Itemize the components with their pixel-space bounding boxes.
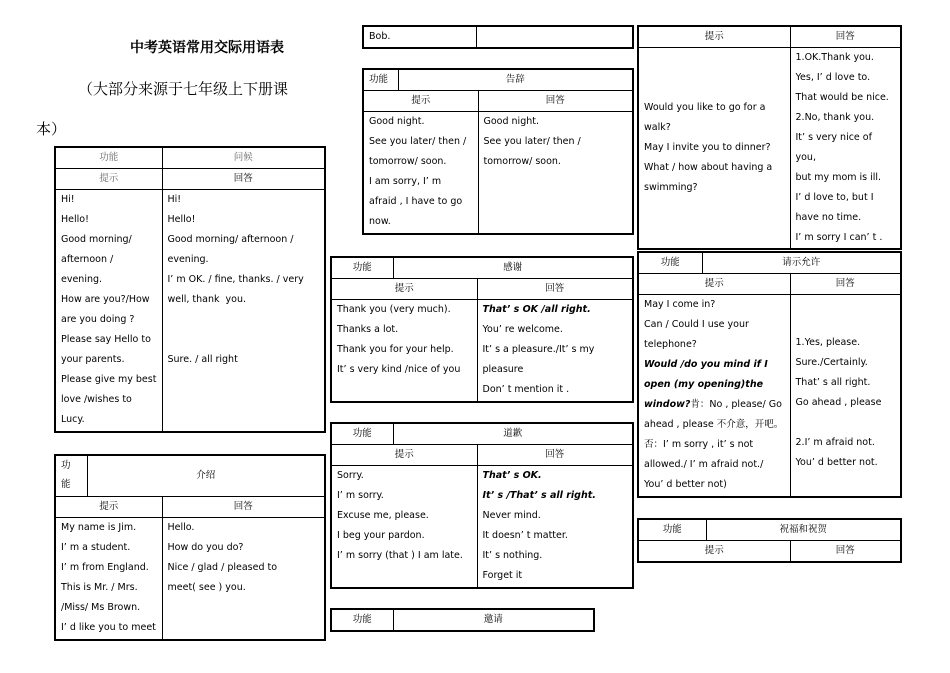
text-line: Thank you (very much). bbox=[337, 304, 451, 315]
text-line: swimming? bbox=[644, 182, 698, 193]
function-name: 请示允许 bbox=[702, 252, 901, 274]
text-line: afternoon / bbox=[61, 254, 114, 265]
text-line: Sure. / all right bbox=[167, 354, 238, 365]
page-subtitle-line-2: 本） bbox=[36, 120, 67, 138]
text-line: I’ m sorry (that ) I am late. bbox=[337, 550, 463, 561]
answer-cell bbox=[478, 112, 633, 234]
hint-cell bbox=[55, 518, 162, 640]
text-line: My name is Jim. bbox=[61, 522, 137, 533]
hint-cell bbox=[638, 48, 790, 250]
hint-header: 提示 bbox=[331, 445, 477, 466]
text-line: Good night. bbox=[483, 116, 539, 127]
text-line: See you later/ then / bbox=[369, 136, 467, 147]
text-line: but my mom is ill. bbox=[795, 172, 882, 183]
text-line: 2.No, thank you. bbox=[795, 112, 875, 123]
text-line: Never mind. bbox=[482, 510, 541, 521]
text-line: telephone? bbox=[644, 339, 697, 350]
function-label: 功能 bbox=[638, 252, 702, 274]
text-line: Thanks a lot. bbox=[337, 324, 399, 335]
answer-cell: That’ s OK. It’ s /That’ s all right. Never mind. It doesn’ t matter. It’ s nothing. Forget it bbox=[477, 466, 633, 588]
text-line bbox=[168, 310, 320, 330]
text-line: your parents. bbox=[61, 354, 125, 365]
greeting-table bbox=[54, 146, 326, 433]
text-line: May I come in? bbox=[644, 299, 716, 310]
text-line: Forget it bbox=[482, 570, 523, 581]
answer-header: 回答 bbox=[790, 26, 901, 48]
text-line: 1.OK.Thank you. bbox=[795, 52, 874, 63]
text-line: How are you?/How bbox=[61, 294, 150, 305]
function-label: 功能 bbox=[331, 423, 393, 445]
hint-header: 提示 bbox=[638, 541, 790, 563]
text-line: What / how about having a bbox=[644, 162, 773, 173]
apology-table bbox=[330, 422, 634, 589]
text-line: Sure./Certainly. bbox=[795, 357, 868, 368]
text-line: This is Mr. / Mrs. bbox=[61, 582, 138, 593]
text-line: I’ d like you to meet bbox=[61, 622, 156, 633]
function-label: 功能 bbox=[363, 69, 398, 91]
text-line: I’ m from England. bbox=[61, 562, 149, 573]
answer-cell bbox=[162, 518, 325, 640]
text-line: Good night. bbox=[369, 116, 425, 127]
hint-header: 提示 bbox=[55, 497, 162, 518]
hint-header: 提示 bbox=[55, 169, 162, 190]
text-line: Don’ t mention it . bbox=[482, 384, 570, 395]
text-line: Would you like to go for a bbox=[644, 102, 766, 113]
invitation-table bbox=[637, 25, 902, 250]
text-line: Hello! bbox=[167, 214, 196, 225]
answer-header: 回答 bbox=[790, 541, 901, 563]
text-line: walk? bbox=[644, 122, 671, 133]
text-line: It’ s a pleasure./It’ s my bbox=[482, 344, 595, 355]
function-label: 功能 bbox=[331, 609, 393, 631]
farewell-table bbox=[362, 68, 634, 235]
text-line: Hello! bbox=[61, 214, 89, 225]
empty-cell bbox=[476, 26, 633, 48]
answer-cell bbox=[790, 295, 901, 497]
thanks-table bbox=[330, 256, 634, 403]
text-line bbox=[796, 413, 896, 433]
text-line: Can / Could I use your bbox=[644, 319, 749, 330]
text-line: have no time. bbox=[795, 212, 862, 223]
text-line: Go ahead , please bbox=[795, 397, 882, 408]
text-line: now. bbox=[369, 216, 391, 227]
text-line: are you doing ? bbox=[61, 314, 135, 325]
hint-header: 提示 bbox=[363, 91, 478, 112]
answer-header: 回答 bbox=[477, 445, 633, 466]
text-line: It’ s nothing. bbox=[482, 550, 543, 561]
function-label: 功能 bbox=[55, 147, 162, 169]
answer-header: 回答 bbox=[162, 497, 325, 518]
function-label: 功 能 bbox=[55, 455, 87, 497]
text-line: allowed./ I’ m afraid not./ bbox=[644, 459, 764, 470]
text-line: Hi! bbox=[167, 194, 182, 205]
text-line: Lucy. bbox=[61, 414, 85, 425]
permission-table bbox=[637, 251, 902, 498]
text-line: I am sorry, I’ m bbox=[369, 176, 442, 187]
function-label: 功能 bbox=[638, 519, 706, 541]
text-line: How do you do? bbox=[167, 542, 244, 553]
hint-header: 提示 bbox=[638, 26, 790, 48]
text-line: It doesn’ t matter. bbox=[482, 530, 568, 541]
text-line: It’ s very kind /nice of you bbox=[337, 364, 461, 375]
function-name: 告辞 bbox=[398, 69, 633, 91]
text-line: Please give my best bbox=[61, 374, 157, 385]
text-line: afraid , I have to go bbox=[369, 196, 463, 207]
text-line: May I invite you to dinner? bbox=[644, 142, 771, 153]
answer-cell bbox=[162, 190, 325, 432]
text-line: That’ s all right. bbox=[795, 377, 871, 388]
hint-cell bbox=[55, 190, 162, 432]
text-line: pleasure bbox=[482, 364, 524, 375]
bob-row-table bbox=[362, 25, 634, 49]
text-line: tomorrow/ soon. bbox=[369, 156, 447, 167]
text-line: tomorrow/ soon. bbox=[483, 156, 561, 167]
introduction-table bbox=[54, 454, 326, 641]
text-line: I’ m sorry I can’ t . bbox=[795, 232, 883, 243]
text-line: 否：I’ m sorry , it’ s not bbox=[644, 439, 754, 450]
hint-cell bbox=[363, 112, 478, 234]
text-line: I’ m OK. / fine, thanks. / very bbox=[167, 274, 304, 285]
text-line: Hello. bbox=[167, 522, 195, 533]
text-line: meet( see ) you. bbox=[167, 582, 246, 593]
hint-header: 提示 bbox=[638, 274, 790, 295]
function-label: 功能 bbox=[331, 257, 393, 279]
function-name: 邀请 bbox=[393, 609, 594, 631]
text-line: Thank you for your help. bbox=[337, 344, 454, 355]
text-line bbox=[796, 313, 896, 333]
text-line: It’ s very nice of you, bbox=[795, 132, 875, 163]
text-line: Excuse me, please. bbox=[337, 510, 429, 521]
text-line: You’ re welcome. bbox=[482, 324, 563, 335]
text-line: You’ d better not. bbox=[795, 457, 878, 468]
function-name: 感谢 bbox=[393, 257, 633, 279]
hint-cell bbox=[331, 300, 477, 402]
hint-cell: May I come in? Can / Could I use your telephone? Would /do you mind if I open (my opening)the window?肯：No , please/ Go ahead , please 不介意，开吧。 否：I’ m sorry , it’ s not allowed./ I’ m afraid not./ You’ d better not) bbox=[638, 295, 790, 497]
text-line: I beg your pardon. bbox=[337, 530, 425, 541]
text-line: I’ m sorry. bbox=[337, 490, 384, 501]
invitation-header-table bbox=[330, 608, 595, 632]
text-line: Good morning/ bbox=[61, 234, 132, 245]
answer-header: 回答 bbox=[162, 169, 325, 190]
text-line: 1.Yes, please. bbox=[795, 337, 861, 348]
hint-cell bbox=[331, 466, 477, 588]
function-name: 祝福和祝贺 bbox=[706, 519, 901, 541]
function-name: 介绍 bbox=[87, 455, 325, 497]
wishes-table bbox=[637, 518, 902, 563]
text-line: evening. bbox=[61, 274, 103, 285]
page-title: 中考英语常用交际用语表 bbox=[130, 40, 284, 56]
text-line: Sorry. bbox=[337, 470, 364, 481]
text-line: Please say Hello to bbox=[61, 334, 151, 345]
text-line bbox=[168, 330, 320, 350]
text-line: I’ d love to, but I bbox=[795, 192, 874, 203]
function-name: 问候 bbox=[162, 147, 325, 169]
text-line: I’ m a student. bbox=[61, 542, 131, 553]
text-line: 2.I’ m afraid not. bbox=[795, 437, 875, 448]
hint-header: 提示 bbox=[331, 279, 477, 300]
answer-header: 回答 bbox=[478, 91, 633, 112]
text-line: Good morning/ afternoon / bbox=[167, 234, 294, 245]
text-line: That would be nice. bbox=[795, 92, 889, 103]
text-line: love /wishes to bbox=[61, 394, 132, 405]
text-line: You’ d better not) bbox=[644, 479, 727, 490]
text-line: See you later/ then / bbox=[483, 136, 581, 147]
text-line: /Miss/ Ms Brown. bbox=[61, 602, 141, 613]
text-line: well, thank you. bbox=[167, 294, 247, 305]
function-name: 道歉 bbox=[393, 423, 633, 445]
answer-header: 回答 bbox=[790, 274, 901, 295]
text-line: evening. bbox=[167, 254, 209, 265]
text-line: Nice / glad / pleased to bbox=[167, 562, 278, 573]
page-subtitle-line-1: （大部分来源于七年级上下册课 bbox=[78, 80, 289, 98]
text-line: ahead , please 不介意，开吧。 bbox=[644, 419, 784, 430]
answer-cell bbox=[790, 48, 901, 250]
text-line: Hi! bbox=[61, 194, 75, 205]
text-line: Yes, I’ d love to. bbox=[795, 72, 871, 83]
answer-cell: That’ s OK /all right. You’ re welcome. It’ s a pleasure./It’ s my pleasure Don’ t mention it . bbox=[477, 300, 633, 402]
answer-header: 回答 bbox=[477, 279, 633, 300]
bob-cell: Bob. bbox=[363, 26, 476, 48]
